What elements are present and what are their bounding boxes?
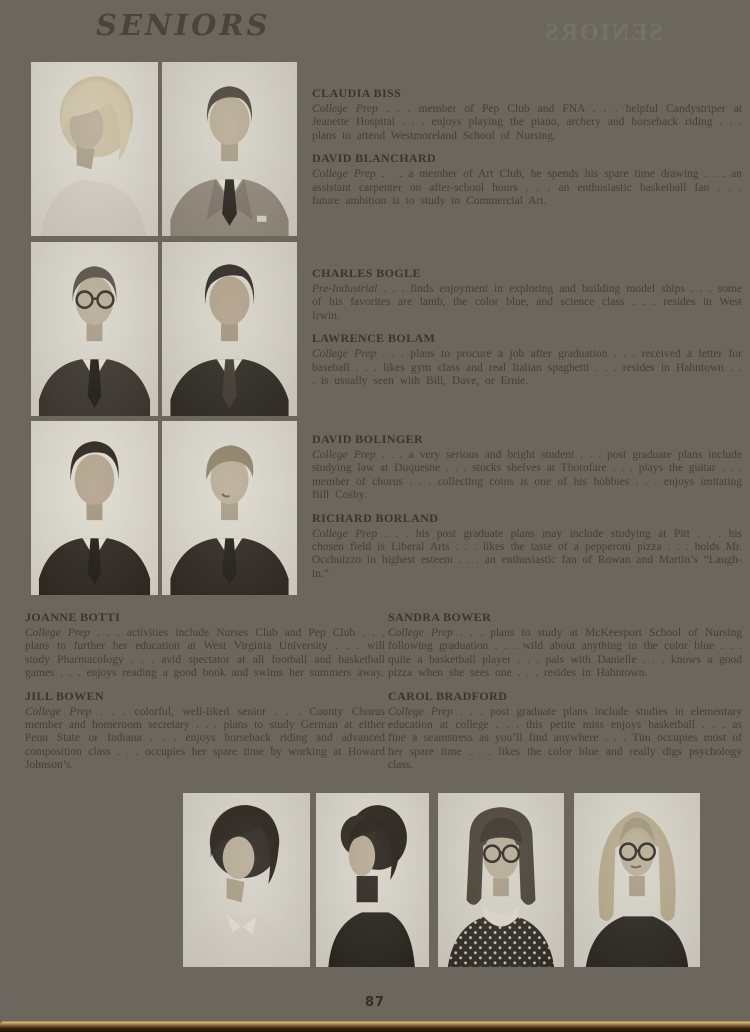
bio-text: . . . plans to study at McKeesport School of Nursing following graduation . . . wild about anything in the color blue . . . quite a basketball player . . . pals with Danielle . . . knows a good pizza when she sees one . . . resides in Hahntown. (388, 627, 743, 680)
bottom-right-column (388, 610, 742, 781)
bio-carol-bradford (388, 689, 742, 773)
portrait-illustration (574, 793, 700, 967)
portrait-illustration (183, 793, 310, 967)
portrait-bottom-2 (316, 793, 429, 967)
portrait-illustration (31, 421, 158, 595)
bio-text: . . . finds enjoyment in exploring and building model ships . . . some of his favorites are lamb, the color blue, and science class . . . resides in West Irwin. (312, 283, 743, 322)
portrait-row3-col1 (31, 421, 158, 595)
bio-text: . . . post graduate plans include studies in elementary education at college . . . this petite miss enjoys basketball . . . as fine a seamstress as you’ll find anywhere . . . Tim occupies most of her spare time . . . likes the color blue and really digs psychology class. (388, 705, 743, 772)
bio-name: DAVID BOLINGER (312, 432, 424, 446)
bio-track: College Prep (312, 449, 376, 461)
bio-text: . . . a very serious and bright student . . . post graduate plans include studying law at Duquesne . . . stocks shelves at Thorofare . . . plays the guitar . . . member of chorus . . . collecting coins is one of his hobbies . . . enjoys imitating Bill Cosby. (312, 449, 743, 502)
bio-track: Pre-Industrial (312, 283, 378, 295)
page-number: 87 (364, 995, 386, 1010)
portrait-illustration (316, 793, 429, 967)
portrait-illustration (31, 62, 158, 236)
bleedthrough-title: SENIORS (543, 20, 663, 46)
bio-text: . . . colorful, well-liked senior . . . County Chorus member and homeroom secretary . . . plans to study German at either Penn State or Indiana . . . enjoys horseback riding and advanced composition class . . . occupies her spare time by working at Howard Johnson’s. (25, 705, 385, 772)
portrait-bottom-1 (183, 793, 310, 967)
bio-sandra-bower (388, 610, 742, 681)
portrait-row2-col2 (162, 242, 297, 416)
bio-text: . . . his post graduate plans may include studying at Pitt . . . his chosen field is Liberal Arts . . . likes the taste of a pepperoni pizza . . . holds Mr. Occhuizzo in highest esteem . . . an enthusiastic fan of Rowan and Martin’s “Laugh-in.” (312, 527, 743, 580)
bio-joanne-botti (25, 610, 385, 681)
bio-track: College Prep (25, 705, 92, 718)
bio-lawrence-bolam (312, 331, 742, 388)
bio-name: DAVID BLANCHARD (312, 151, 437, 166)
portrait-row1-col2 (162, 62, 297, 236)
portrait-illustration (438, 793, 564, 967)
page-title: SENIORS (96, 8, 271, 42)
portrait-row3-col2 (162, 421, 297, 595)
bio-name: SANDRA BOWER (388, 610, 492, 624)
bio-group-3 (312, 432, 742, 589)
bio-david-bolinger (312, 432, 742, 503)
portrait-row1-col1 (31, 62, 158, 236)
portrait-row2-col1 (31, 242, 158, 416)
portrait-illustration (162, 62, 297, 236)
bio-name: CLAUDIA BISS (312, 86, 402, 100)
bio-name: CAROL BRADFORD (388, 688, 508, 703)
portrait-bottom-3 (438, 793, 564, 967)
bio-text: . . . plans to procure a job after graduation . . . received a letter for baseball . . . likes gym class and real Italian spaghetti . . . resides in Hahntown . . . is usually seen with Bill, Dave, or Ernie. (312, 348, 742, 388)
bio-track: College Prep (388, 627, 453, 639)
bio-name: JOANNE BOTTI (25, 610, 121, 624)
bio-name: LAWRENCE BOLAM (312, 331, 436, 346)
bio-track: College Prep (312, 527, 378, 540)
bottom-left-column (25, 610, 385, 781)
portrait-bottom-4 (574, 793, 700, 967)
bio-track: College Prep (312, 348, 377, 361)
bio-group-1 (312, 86, 742, 216)
bio-group-2 (312, 266, 742, 396)
portrait-illustration (162, 421, 297, 595)
bio-richard-borland (312, 511, 742, 582)
bio-text: . . . a member of Art Club, he spends his spare time drawing . . . an assistant carpenter on after-school hours . . . an enthusiastic basketball fan . . . future ambition is to study in Commercial Art. (312, 168, 743, 208)
page-edge-bottom (0, 1021, 750, 1032)
portrait-illustration (31, 242, 158, 416)
bio-claudia-biss (312, 86, 742, 143)
bio-track: College Prep (312, 168, 376, 181)
bio-david-blanchard (312, 151, 742, 208)
bio-text: . . . activities include Nurses Club and Pep Club . . . plans to further her education at West Virginia University . . . will study Pharmacology . . . avid spectator at all football and basketball games . . . enjoys reading a good book and swims her summers away. (25, 627, 386, 680)
bio-track: College Prep (312, 103, 378, 115)
bio-jill-bowen (25, 689, 385, 773)
bio-track: College Prep (25, 627, 90, 639)
bio-name: RICHARD BORLAND (312, 510, 439, 525)
bio-name: CHARLES BOGLE (312, 266, 421, 280)
bio-name: JILL BOWEN (25, 688, 105, 703)
portrait-illustration (162, 242, 297, 416)
bio-charles-bogle (312, 266, 742, 323)
bio-text: . . . member of Pep Club and FNA . . . helpful Candystriper at Jeanette Hospital . . . enjoys playing the piano, archery and horseback riding . . . plans to attend Westmoreland School of Nursing. (312, 103, 742, 142)
bio-track: College Prep (388, 705, 453, 718)
